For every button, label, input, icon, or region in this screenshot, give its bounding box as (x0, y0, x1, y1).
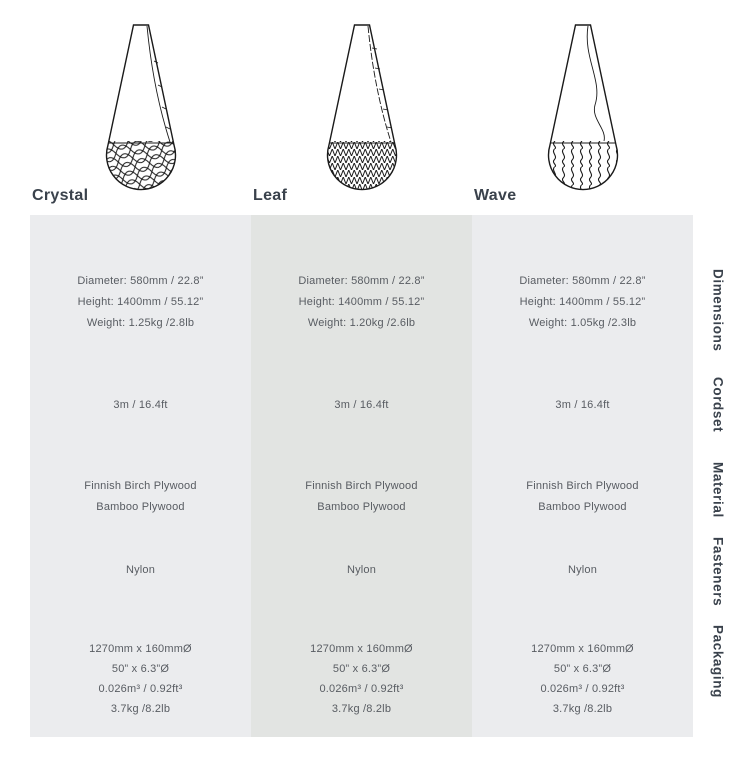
product-name-wave: Wave (474, 187, 517, 204)
row-label-dimensions-cell (701, 215, 735, 365)
row-label-dimensions: Dimensions (710, 268, 726, 352)
spec-line: Height: 1400mm / 55.12” (77, 295, 204, 308)
row-label-packaging-cell (701, 620, 735, 737)
spec-line: Nylon (567, 564, 598, 576)
lamp-pattern-band (99, 141, 183, 191)
spec-line: 1270mm x 160mmØ (531, 642, 634, 655)
row-label-cordset-cell (701, 365, 735, 445)
spec-cell-material (30, 445, 251, 535)
lamp-pattern-band (320, 141, 404, 191)
spec-line: 50” x 6.3”Ø (332, 662, 391, 675)
spec-line: Diameter: 580mm / 22.8” (77, 274, 204, 287)
spec-column-wave (472, 215, 693, 737)
lamp-seam (587, 26, 604, 141)
lamp-seam (147, 26, 170, 142)
spec-line: 1270mm x 160mmØ (89, 642, 192, 655)
spec-cell-dimensions (30, 215, 251, 365)
product-name-leaf: Leaf (253, 187, 288, 204)
spec-line: Height: 1400mm / 55.12” (519, 295, 646, 308)
spec-line: Finnish Birch Plywood (305, 480, 418, 492)
spec-panel (30, 215, 693, 737)
spec-line: 50” x 6.3”Ø (111, 662, 170, 675)
row-label-packaging: Packaging (710, 625, 726, 698)
row-label-strip (701, 215, 735, 737)
row-label-material-cell (701, 445, 735, 535)
spec-cell-cordset (30, 365, 251, 445)
spec-cell-fasteners (251, 535, 472, 620)
spec-cell-material (472, 445, 693, 535)
spec-cell-packaging (251, 620, 472, 737)
spec-line: Weight: 1.20kg /2.6lb (307, 316, 416, 329)
spec-line: 0.026m³ / 0.92ft³ (319, 682, 404, 695)
spec-line: Nylon (125, 564, 156, 576)
spec-line: 3m / 16.4ft (555, 398, 610, 411)
spec-column-crystal (30, 215, 251, 737)
wave-pendant-lamp-drawing (523, 23, 643, 191)
spec-column-leaf (251, 215, 472, 737)
row-label-cordset: Cordset (710, 377, 726, 433)
row-label-fasteners-cell (701, 535, 735, 620)
spec-line: Height: 1400mm / 55.12” (298, 295, 425, 308)
spec-cell-cordset (251, 365, 472, 445)
spec-line: 3m / 16.4ft (334, 398, 389, 411)
leaf-pendant-lamp-drawing (302, 23, 422, 191)
spec-line: Diameter: 580mm / 22.8” (519, 274, 646, 287)
spec-line: Bamboo Plywood (538, 501, 627, 513)
row-label-material: Material (710, 462, 726, 518)
spec-line: 1270mm x 160mmØ (310, 642, 413, 655)
spec-cell-packaging (472, 620, 693, 737)
row-label-fasteners: Fasteners (710, 536, 726, 607)
spec-cell-fasteners (472, 535, 693, 620)
spec-line: 3.7kg /8.2lb (552, 702, 613, 715)
spec-cell-fasteners (30, 535, 251, 620)
spec-line: 3m / 16.4ft (113, 398, 168, 411)
lamp-seam-ticks (154, 61, 170, 129)
spec-cell-packaging (30, 620, 251, 737)
spec-line: Bamboo Plywood (317, 501, 406, 513)
spec-cell-cordset (472, 365, 693, 445)
product-figures-row (30, 0, 693, 215)
spec-line: Finnish Birch Plywood (84, 480, 197, 492)
spec-line: 0.026m³ / 0.92ft³ (98, 682, 183, 695)
lamp-pattern-band (541, 141, 625, 191)
spec-line: Finnish Birch Plywood (526, 480, 639, 492)
spec-cell-dimensions (251, 215, 472, 365)
product-name-crystal: Crystal (32, 187, 89, 204)
lamp-seam (368, 26, 391, 142)
spec-cell-material (251, 445, 472, 535)
figure-column-leaf (251, 0, 472, 215)
spec-line: Nylon (346, 564, 377, 576)
spec-line: 3.7kg /8.2lb (331, 702, 392, 715)
figure-column-wave (472, 0, 693, 215)
spec-line: Diameter: 580mm / 22.8” (298, 274, 425, 287)
spec-cell-dimensions (472, 215, 693, 365)
figure-column-crystal (30, 0, 251, 215)
crystal-pendant-lamp-drawing (81, 23, 201, 191)
spec-line: 50” x 6.3”Ø (553, 662, 612, 675)
spec-line: Weight: 1.25kg /2.8lb (86, 316, 195, 329)
spec-line: 0.026m³ / 0.92ft³ (540, 682, 625, 695)
spec-line: Bamboo Plywood (96, 501, 185, 513)
spec-line: 3.7kg /8.2lb (110, 702, 171, 715)
spec-line: Weight: 1.05kg /2.3lb (528, 316, 637, 329)
